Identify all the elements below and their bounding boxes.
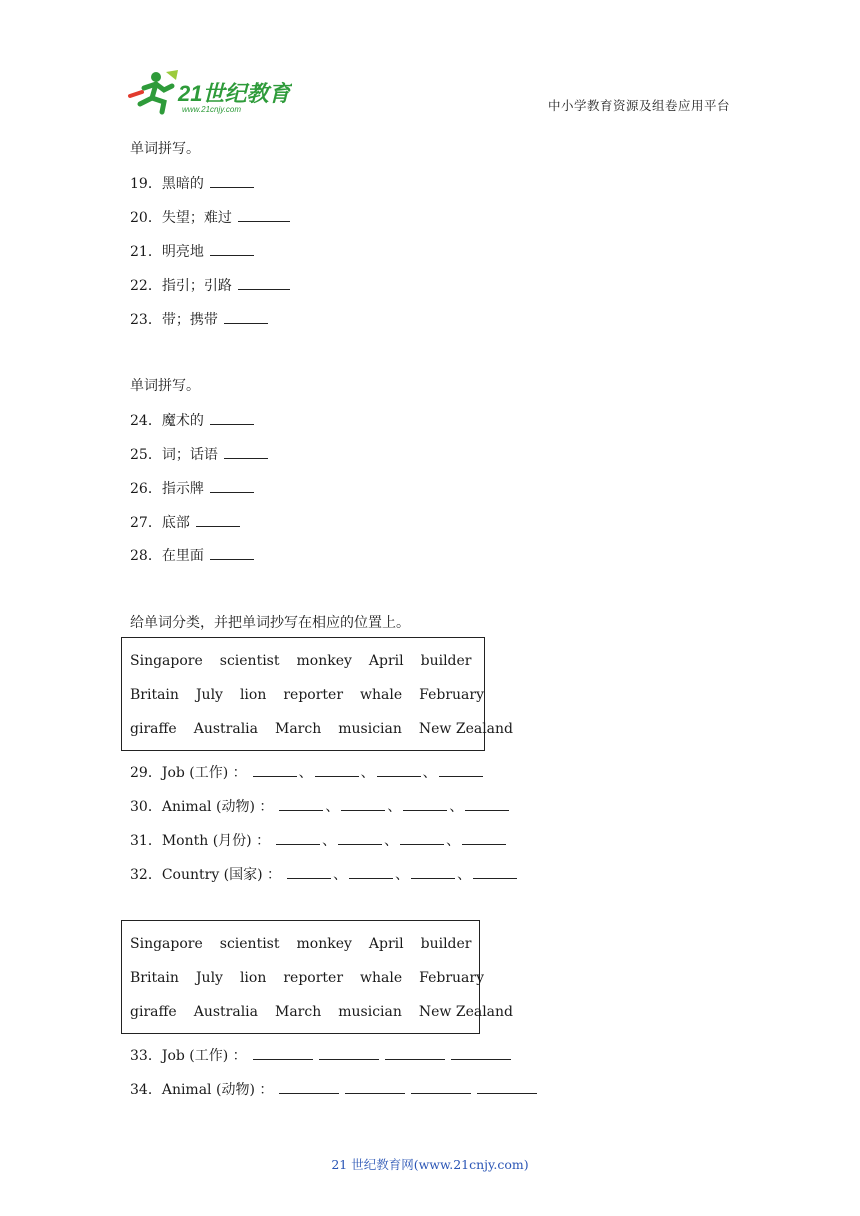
- word: giraffe: [130, 1004, 177, 1020]
- word: July: [195, 970, 223, 986]
- word: Singapore: [130, 936, 203, 952]
- word: giraffe: [130, 721, 177, 737]
- word: February: [419, 687, 484, 703]
- answer-blank[interactable]: [210, 545, 254, 560]
- answer-blank[interactable]: [210, 478, 254, 493]
- word: Australia: [193, 1004, 258, 1020]
- question-25: 25．词；话语: [130, 444, 268, 464]
- answer-blank[interactable]: [338, 830, 382, 845]
- word: Australia: [193, 721, 258, 737]
- word: musician: [338, 721, 402, 737]
- answer-blank[interactable]: [462, 830, 506, 845]
- answer-blank[interactable]: [210, 410, 254, 425]
- word: lion: [239, 687, 267, 703]
- question-29: 29．Job (工作) ： 、 、 、: [130, 762, 483, 782]
- answer-blank[interactable]: [439, 762, 483, 777]
- question-20: 20．失望；难过: [130, 207, 290, 227]
- answer-blank[interactable]: [400, 830, 444, 845]
- word: builder: [420, 936, 472, 952]
- site-logo: [122, 68, 292, 116]
- answer-blank[interactable]: [385, 1045, 445, 1060]
- answer-blank[interactable]: [238, 207, 290, 222]
- word: Britain: [130, 970, 179, 986]
- answer-blank[interactable]: [341, 796, 385, 811]
- answer-blank[interactable]: [345, 1079, 405, 1094]
- question-30: 30．Animal (动物) ： 、 、 、: [130, 796, 509, 816]
- answer-blank[interactable]: [224, 444, 268, 459]
- question-21: 21．明亮地: [130, 241, 254, 261]
- word: scientist: [219, 653, 280, 669]
- word: whale: [360, 970, 403, 986]
- word: New Zealand: [418, 1004, 514, 1020]
- word-row: [130, 1004, 513, 1020]
- answer-blank[interactable]: [349, 864, 393, 879]
- svg-text:www.21cnjy.com: www.21cnjy.com: [182, 105, 241, 114]
- word-row: [130, 970, 484, 986]
- word-box: [121, 920, 514, 1034]
- question-23: 23．带；携带: [130, 309, 268, 329]
- word: March: [275, 1004, 322, 1020]
- question-34: 34．Animal (动物) ：: [130, 1079, 537, 1099]
- answer-blank[interactable]: [224, 309, 268, 324]
- answer-blank[interactable]: [279, 1079, 339, 1094]
- answer-blank[interactable]: [477, 1079, 537, 1094]
- answer-blank[interactable]: [473, 864, 517, 879]
- site-name: 中小学教育资源及组卷应用平台: [548, 98, 731, 113]
- section-heading: 单词拼写。: [130, 141, 200, 157]
- word: February: [419, 970, 484, 986]
- question-26: 26．指示牌: [130, 478, 254, 498]
- word: monkey: [296, 653, 352, 669]
- answer-blank[interactable]: [253, 762, 297, 777]
- question-19: 19．黑暗的: [130, 173, 254, 193]
- answer-blank[interactable]: [315, 762, 359, 777]
- word: April: [368, 936, 404, 952]
- answer-blank[interactable]: [319, 1045, 379, 1060]
- word: musician: [338, 1004, 402, 1020]
- word-row: [130, 687, 484, 703]
- word-box: [121, 637, 514, 751]
- question-22: 22．指引；引路: [130, 275, 290, 295]
- word: reporter: [283, 687, 344, 703]
- word: scientist: [219, 936, 280, 952]
- word: builder: [420, 653, 472, 669]
- word: March: [275, 721, 322, 737]
- question-32: 32．Country (国家) ： 、 、 、: [130, 864, 517, 884]
- word: Britain: [130, 687, 179, 703]
- word: whale: [360, 687, 403, 703]
- word-row: [130, 721, 513, 737]
- answer-blank[interactable]: [465, 796, 509, 811]
- word: reporter: [283, 970, 344, 986]
- question-27: 27．底部: [130, 512, 240, 532]
- question-33: 33．Job (工作) ：: [130, 1045, 511, 1065]
- section-heading: 给单词分类，并把单词抄写在相应的位置上。: [130, 615, 410, 631]
- answer-blank[interactable]: [377, 762, 421, 777]
- answer-blank[interactable]: [287, 864, 331, 879]
- question-31: 31．Month (月份) ： 、 、 、: [130, 830, 506, 850]
- answer-blank[interactable]: [276, 830, 320, 845]
- word: New Zealand: [418, 721, 514, 737]
- word: April: [368, 653, 404, 669]
- answer-blank[interactable]: [403, 796, 447, 811]
- answer-blank[interactable]: [253, 1045, 313, 1060]
- word: lion: [239, 970, 267, 986]
- word: Singapore: [130, 653, 203, 669]
- question-28: 28．在里面: [130, 545, 254, 565]
- answer-blank[interactable]: [279, 796, 323, 811]
- footer: 21 世纪教育网(www.21cnjy.com): [331, 1157, 529, 1172]
- word-row: [130, 653, 472, 669]
- word: monkey: [296, 936, 352, 952]
- answer-blank[interactable]: [210, 241, 254, 256]
- answer-blank[interactable]: [451, 1045, 511, 1060]
- answer-blank[interactable]: [411, 864, 455, 879]
- word: July: [195, 687, 223, 703]
- svg-text:21世纪教育: 21世纪教育: [178, 81, 291, 106]
- answer-blank[interactable]: [196, 512, 240, 527]
- runner-logo-icon: [122, 68, 292, 116]
- answer-blank[interactable]: [210, 173, 254, 188]
- question-24: 24．魔术的: [130, 410, 254, 430]
- answer-blank[interactable]: [411, 1079, 471, 1094]
- answer-blank[interactable]: [238, 275, 290, 290]
- section-heading: 单词拼写。: [130, 378, 200, 394]
- word-row: [130, 936, 472, 952]
